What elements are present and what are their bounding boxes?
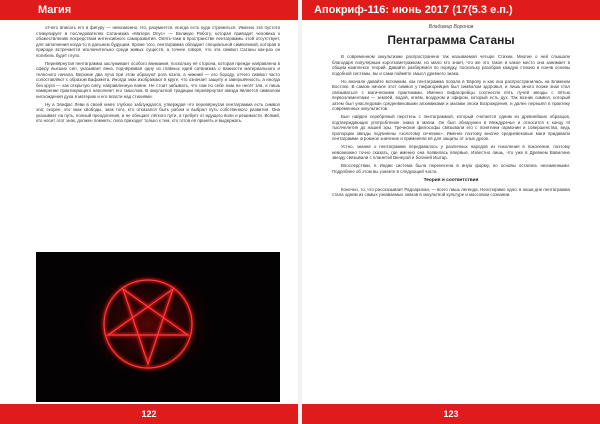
article-title: Пентаграмма Сатаны [387,33,515,47]
issue-title: Апокриф-116: июнь 2017 (17(5.3 е.п.) [314,4,513,16]
right-page-number: 123 [302,404,600,424]
article-author: Владимир Воронов [428,24,474,30]
left-paragraph: отчего вписать его в фигуру — невозможно. Но, разумеется, всегда есть куда стремиться. Именно эта пустота стимулирует в последователях Сатанизма «Матери Опус» — Великую Работу, которая приводит человека к обожествлению посредством интенсивного саморазвития. Опять-таки в пространстве пентаграммы этой отсутствует, для заполнения когда-то в дальнем будущем. Кроме того, пентаграмма обладает специальной символикой, которая в природе встречается исключительно среди живых существ, а точнее говоря, что эта символ Сатаны как-раз он погибель будет глупо. [36,25,280,58]
left-header-bar [0,0,298,20]
pentagram-photo [36,252,280,402]
left-page [0,20,298,404]
right-article-text [332,54,570,200]
magazine-section-title: Магия [38,4,72,16]
left-paragraph: Перевёрнутая пентаграмма заслуживает особого внимания, поскольку её сторона, которая прежде направлена в сферу высших сил, указывает вниз, подчёркивая одну из главных идей сатанизма о важности материального и телесного начала. Верхние два луча при этом образуют рога козла, а нижний — его бороду, отчего символ часто сопоставляют с образом Бафомета. Иногда знак изображают в круге, что означает защиту и завершённость, а иногда без круга — как открытую силу, направленную вовне. Не стоит забывать, что сам по себе знак не несёт зла, и лишь намерение практикующего наполняет его смыслом. В оккультной традиции перевёрнутая звезда является символом нисхождения духа в материю и его власти над стихиями. [36,60,280,99]
right-paragraph: Но вначале давайте вспомним, как пентаграмма попала в Европу и как она распространилась на Ближнем Востоке. В самом начале этот символ у пифагорейцев был символом здоровья, и лишь много позже знак стал связываться с магическими практиками. Именно пифагорейцы соотнесли пять лучей звезды с пятью первоэлементами — землёй, водой, огнём, воздухом и эфиром, который есть дух. Так возник символ, который затем был унаследован средневековыми алхимиками и магами эпохи Возрождения, и далее перешёл в практику современных оккультистов. [332,78,570,112]
right-paragraph: Устно, знание о пентаграмме передавалось у различных народов из поколения в поколение, поэтому невозможно точно сказать, где именно она появилась впервые. Известно лишь, что уже в Древнем Вавилоне звезду связывали с планетой Венерой и богиней Иштар. [332,144,570,161]
left-paragraph: Ну а Элифас Леви в своей книге глубоко заблуждался, утверждая что перевёрнутая пентаграмма есть символ зла; скорее, это знак свободы, знак того, кто отказался быть рабом и выбрал путь собственного развития. Она указывает на путь, полный преодоления, и не обещает лёгкого пути, а требует от идущего воли и решимости. Всякий, кто носит этот знак, должен помнить: сила приходит только к тем, кто готов её принять и выдержать. [36,101,280,124]
right-paragraph: Был найден серебряный перстень с пентаграммой, который считается одним из древнейших образцов, подтверждающих употребление знака в магии. Он был обнаружен в Междуречье и относится к концу III тысячелетия до нашей эры. Греческие философы связывали его с понятием гармонии и совершенства, ведь пропорции звезды подчинены «золотому сечению». Именно поэтому многие средневековые маги придавали пентаграмме огромное значение и применяли её для защиты от злых духов. [332,114,570,142]
left-article-text [36,25,280,126]
right-paragraph: В современном оккультизме распространена так называемая четыре Стихии. Многие о ней слышали благодаря популярным короткометражкам, но мало кто знает, что же это такое и какое место она занимает в общем комплексе теорий. Давайте разберёмся по порядку, поскольку разобрав каждую стихию и поняв основы подобной системы, вы и сами поймёте смысл древнего знака. [332,54,570,76]
left-page-number: 122 [0,404,298,424]
closing-paragraph: Конечно, то, что рассказывает Радоарнхан, — всего лишь легенда. Неоспоримо одно: в наши дни пентаграмма стала одним из самых узнаваемых знаков в оккультной культуре и массовом сознании. [332,186,570,198]
right-paragraph: Впоследствии, в Индии система была перенесена в иную форму, но основы остались неизменными. Подробнее об этом вы узнаете в следующей части. [332,163,570,174]
right-header-bar [302,0,600,20]
glowing-red-pentagram-icon [36,252,280,402]
right-page [302,20,600,404]
section-subheading: Теория и соответствия [423,178,479,184]
